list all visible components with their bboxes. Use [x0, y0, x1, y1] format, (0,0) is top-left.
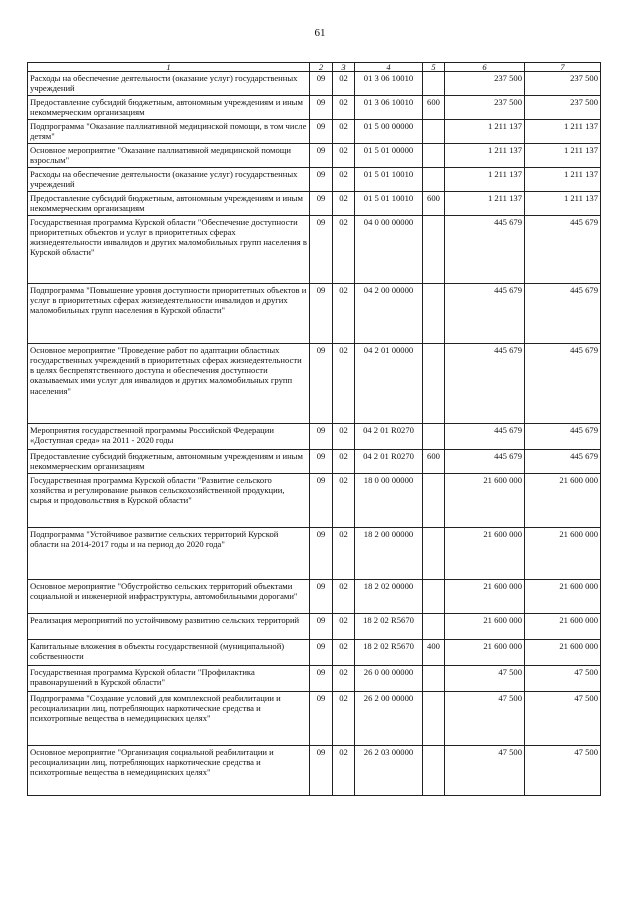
- row-expense-type: [423, 424, 445, 450]
- row-amount-year-2: 1 211 137: [525, 168, 601, 192]
- row-target-article: 26 2 03 00000: [355, 746, 423, 796]
- row-amount-year-2: 21 600 000: [525, 474, 601, 528]
- row-section-code: 09: [310, 216, 333, 284]
- table-row: [28, 580, 601, 614]
- row-name: Основное мероприятие "Обустройство сельских территорий объектами социальной и инженерной инфраструктуры, автомобильными дорогами": [28, 580, 310, 614]
- row-expense-type: [423, 474, 445, 528]
- row-name: Предоставление субсидий бюджетным, автономным учреждениям и иным некоммерческим организациям: [28, 450, 310, 474]
- row-section-code: 09: [310, 344, 333, 424]
- row-section-code: 09: [310, 120, 333, 144]
- column-header: 5: [423, 63, 445, 72]
- row-amount-year-2: 237 500: [525, 72, 601, 96]
- row-name: Мероприятия государственной программы Российской Федерации «Доступная среда» на 2011 - 2020 годы: [28, 424, 310, 450]
- row-expense-type: [423, 72, 445, 96]
- row-target-article: 01 3 06 10010: [355, 72, 423, 96]
- row-amount-year-1: 445 679: [445, 450, 525, 474]
- row-name: Подпрограмма "Устойчивое развитие сельских территорий Курской области на 2014-2017 годы и на период до 2020 года": [28, 528, 310, 580]
- row-name: Государственная программа Курской области "Развитие сельского хозяйства и регулирование рынков сельскохозяйственной продукции, сырья и продовольствия в Курской области": [28, 474, 310, 528]
- row-expense-type: [423, 144, 445, 168]
- table-row: [28, 216, 601, 284]
- row-section-code: 09: [310, 424, 333, 450]
- row-section-code: 09: [310, 640, 333, 666]
- row-subsection-code: 02: [333, 692, 355, 746]
- table-row: [28, 72, 601, 96]
- row-subsection-code: 02: [333, 424, 355, 450]
- row-subsection-code: 02: [333, 284, 355, 344]
- table-row: [28, 666, 601, 692]
- row-amount-year-2: 445 679: [525, 344, 601, 424]
- row-section-code: 09: [310, 614, 333, 640]
- column-header: 4: [355, 63, 423, 72]
- row-amount-year-1: 1 211 137: [445, 192, 525, 216]
- row-subsection-code: 02: [333, 640, 355, 666]
- row-subsection-code: 02: [333, 528, 355, 580]
- row-section-code: 09: [310, 144, 333, 168]
- row-section-code: 09: [310, 168, 333, 192]
- row-amount-year-1: 47 500: [445, 692, 525, 746]
- row-subsection-code: 02: [333, 666, 355, 692]
- row-section-code: 09: [310, 192, 333, 216]
- row-subsection-code: 02: [333, 120, 355, 144]
- table-body: [28, 72, 601, 796]
- row-amount-year-1: 21 600 000: [445, 528, 525, 580]
- row-amount-year-1: 1 211 137: [445, 168, 525, 192]
- row-subsection-code: 02: [333, 192, 355, 216]
- row-name: Предоставление субсидий бюджетным, автономным учреждениям и иным некоммерческим организациям: [28, 96, 310, 120]
- row-target-article: 26 2 00 00000: [355, 692, 423, 746]
- budget-table: [27, 62, 601, 796]
- table-row: [28, 144, 601, 168]
- row-name: Основное мероприятие "Оказание паллиативной медицинской помощи взрослым": [28, 144, 310, 168]
- row-amount-year-2: 445 679: [525, 216, 601, 284]
- row-section-code: 09: [310, 450, 333, 474]
- row-subsection-code: 02: [333, 746, 355, 796]
- table-row: [28, 474, 601, 528]
- table-row: [28, 614, 601, 640]
- row-target-article: 18 2 02 00000: [355, 580, 423, 614]
- row-amount-year-1: 237 500: [445, 72, 525, 96]
- row-target-article: 04 0 00 00000: [355, 216, 423, 284]
- row-name: Основное мероприятие "Организация социальной реабилитации и ресоциализации лиц, потребляющих наркотические средства и психотропные вещества в немедицинских целях": [28, 746, 310, 796]
- row-target-article: 01 5 01 00000: [355, 144, 423, 168]
- column-header: 3: [333, 63, 355, 72]
- table-row: [28, 450, 601, 474]
- row-subsection-code: 02: [333, 614, 355, 640]
- row-target-article: 01 5 00 00000: [355, 120, 423, 144]
- row-subsection-code: 02: [333, 144, 355, 168]
- row-expense-type: [423, 528, 445, 580]
- row-amount-year-2: 21 600 000: [525, 528, 601, 580]
- row-subsection-code: 02: [333, 474, 355, 528]
- row-expense-type: [423, 746, 445, 796]
- table-row: [28, 424, 601, 450]
- row-name: Подпрограмма "Повышение уровня доступности приоритетных объектов и услуг в приоритетных сферах жизнедеятельности инвалидов и других маломобильных групп населения в Курской области": [28, 284, 310, 344]
- row-amount-year-1: 445 679: [445, 424, 525, 450]
- row-amount-year-1: 21 600 000: [445, 580, 525, 614]
- table-row: [28, 168, 601, 192]
- row-amount-year-2: 237 500: [525, 96, 601, 120]
- row-amount-year-2: 1 211 137: [525, 192, 601, 216]
- row-expense-type: [423, 168, 445, 192]
- row-expense-type: 600: [423, 192, 445, 216]
- row-amount-year-1: 445 679: [445, 216, 525, 284]
- row-target-article: 01 5 01 10010: [355, 192, 423, 216]
- row-target-article: 18 2 02 R5670: [355, 640, 423, 666]
- row-section-code: 09: [310, 474, 333, 528]
- row-section-code: 09: [310, 284, 333, 344]
- row-section-code: 09: [310, 96, 333, 120]
- row-amount-year-1: 47 500: [445, 746, 525, 796]
- row-name: Основное мероприятие "Проведение работ по адаптации областных государственных учреждений в приоритетных сферах жизнедеятельности в целях беспрепятственного доступа и обеспечения доступности оказываемых ими услуг для инвалидов и других маломобильных групп населения": [28, 344, 310, 424]
- column-header: 6: [445, 63, 525, 72]
- row-amount-year-2: 21 600 000: [525, 614, 601, 640]
- column-header: 7: [525, 63, 601, 72]
- table-row: [28, 746, 601, 796]
- row-target-article: 04 2 01 R0270: [355, 450, 423, 474]
- row-amount-year-1: 21 600 000: [445, 640, 525, 666]
- row-subsection-code: 02: [333, 344, 355, 424]
- table-row: [28, 344, 601, 424]
- row-expense-type: [423, 692, 445, 746]
- row-name: Реализация мероприятий по устойчивому развитию сельских территорий: [28, 614, 310, 640]
- row-expense-type: 400: [423, 640, 445, 666]
- row-target-article: 04 2 00 00000: [355, 284, 423, 344]
- page-number: 61: [314, 27, 326, 39]
- table-row: [28, 96, 601, 120]
- row-target-article: 18 0 00 00000: [355, 474, 423, 528]
- row-section-code: 09: [310, 746, 333, 796]
- column-header: 1: [28, 63, 310, 72]
- row-subsection-code: 02: [333, 96, 355, 120]
- row-expense-type: [423, 666, 445, 692]
- row-amount-year-1: 47 500: [445, 666, 525, 692]
- row-subsection-code: 02: [333, 216, 355, 284]
- row-amount-year-2: 445 679: [525, 424, 601, 450]
- row-amount-year-1: 445 679: [445, 284, 525, 344]
- row-subsection-code: 02: [333, 168, 355, 192]
- header-row: [28, 63, 601, 72]
- row-name: Расходы на обеспечение деятельности (оказание услуг) государственных учреждений: [28, 168, 310, 192]
- row-expense-type: [423, 120, 445, 144]
- row-expense-type: 600: [423, 450, 445, 474]
- row-section-code: 09: [310, 528, 333, 580]
- table-row: [28, 528, 601, 580]
- row-subsection-code: 02: [333, 450, 355, 474]
- row-name: Государственная программа Курской области "Обеспечение доступности приоритетных объектов и услуг в приоритетных сферах жизнедеятельности инвалидов и других маломобильных групп населения в Курской области": [28, 216, 310, 284]
- row-section-code: 09: [310, 580, 333, 614]
- row-name: Подпрограмма "Оказание паллиативной медицинской помощи, в том числе детям": [28, 120, 310, 144]
- row-section-code: 09: [310, 692, 333, 746]
- row-target-article: 18 2 02 R5670: [355, 614, 423, 640]
- row-target-article: 04 2 01 R0270: [355, 424, 423, 450]
- row-amount-year-2: 1 211 137: [525, 120, 601, 144]
- table-row: [28, 120, 601, 144]
- row-amount-year-2: 445 679: [525, 450, 601, 474]
- row-target-article: 26 0 00 00000: [355, 666, 423, 692]
- row-name: Расходы на обеспечение деятельности (оказание услуг) государственных учреждений: [28, 72, 310, 96]
- row-amount-year-2: 47 500: [525, 666, 601, 692]
- row-name: Государственная программа Курской области "Профилактика правонарушений в Курской области": [28, 666, 310, 692]
- row-name: Предоставление субсидий бюджетным, автономным учреждениям и иным некоммерческим организациям: [28, 192, 310, 216]
- row-amount-year-2: 47 500: [525, 692, 601, 746]
- row-subsection-code: 02: [333, 580, 355, 614]
- table-row: [28, 692, 601, 746]
- row-amount-year-1: 237 500: [445, 96, 525, 120]
- row-amount-year-1: 1 211 137: [445, 144, 525, 168]
- row-name: Капитальные вложения в объекты государственной (муниципальной) собственности: [28, 640, 310, 666]
- row-amount-year-2: 1 211 137: [525, 144, 601, 168]
- row-amount-year-1: 445 679: [445, 344, 525, 424]
- row-name: Подпрограмма "Создание условий для комплексной реабилитации и ресоциализации лиц, потребляющих наркотические средства и психотропные вещества в немедицинских целях": [28, 692, 310, 746]
- table-row: [28, 284, 601, 344]
- row-expense-type: 600: [423, 96, 445, 120]
- table-row: [28, 192, 601, 216]
- row-amount-year-2: 47 500: [525, 746, 601, 796]
- row-target-article: 18 2 00 00000: [355, 528, 423, 580]
- column-header: 2: [310, 63, 333, 72]
- row-amount-year-2: 21 600 000: [525, 580, 601, 614]
- row-section-code: 09: [310, 72, 333, 96]
- row-amount-year-1: 1 211 137: [445, 120, 525, 144]
- row-target-article: 01 5 01 10010: [355, 168, 423, 192]
- row-target-article: 01 3 06 10010: [355, 96, 423, 120]
- row-amount-year-1: 21 600 000: [445, 614, 525, 640]
- table-row: [28, 640, 601, 666]
- row-amount-year-2: 21 600 000: [525, 640, 601, 666]
- row-subsection-code: 02: [333, 72, 355, 96]
- row-target-article: 04 2 01 00000: [355, 344, 423, 424]
- row-amount-year-1: 21 600 000: [445, 474, 525, 528]
- row-expense-type: [423, 216, 445, 284]
- row-expense-type: [423, 614, 445, 640]
- row-expense-type: [423, 284, 445, 344]
- row-section-code: 09: [310, 666, 333, 692]
- row-expense-type: [423, 344, 445, 424]
- row-expense-type: [423, 580, 445, 614]
- row-amount-year-2: 445 679: [525, 284, 601, 344]
